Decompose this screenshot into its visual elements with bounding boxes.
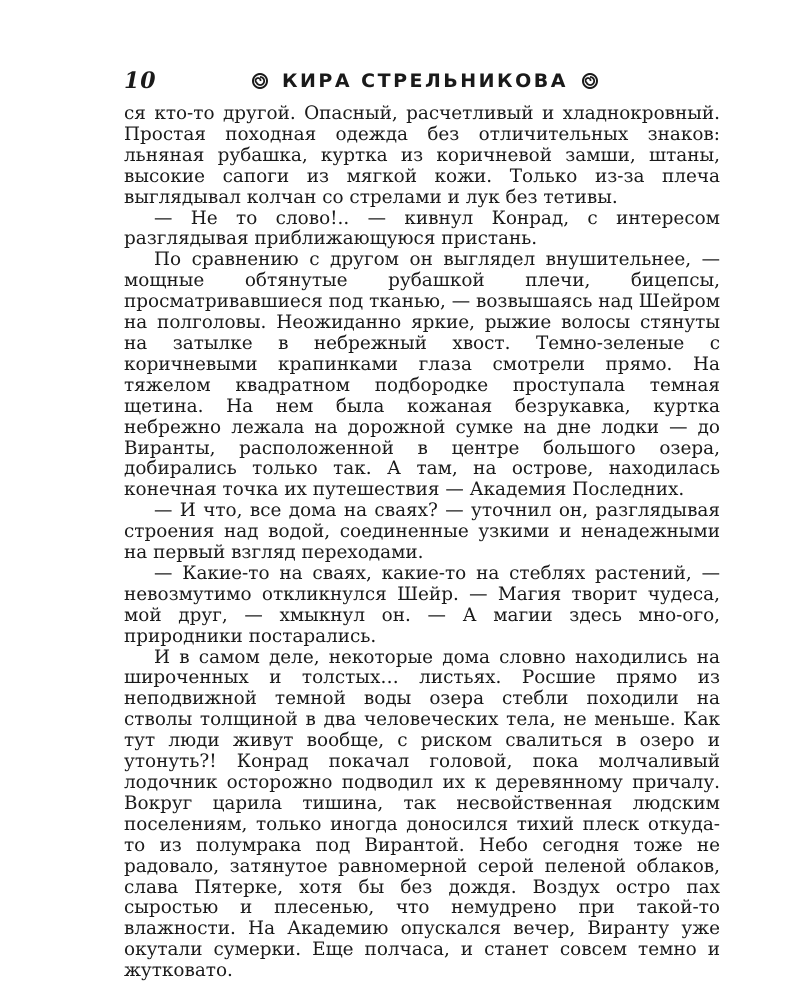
paragraph: И в самом деле, некоторые дома словно находились на широченных и толстых… листьях. Росшие прямо из неподвижной темной воды озера стебли походили на стволы толщиной в два человеческих тела, не меньше. Как тут люди живут вообще, с риском свалиться в озеро и утонуть?! Конрад покачал головой, пока молчаливый лодочник осторожно подводил их к деревянному причалу. Вокруг царила тишина, так несвойственная людским поселениям, только иногда доносился тихий плеск откуда-то из полумрака под Вирантой. Небо сегодня тоже не радовало, затянутое равномерной серой пеленой облаков, слава Пятерке, хотя бы без дождя. Воздух остро пах сыростью и плесенью, что немудрено при такой-то влажности. На Академию опускался вечер, Виранту уже окутали сумерки. Еще полчаса, и станет совсем темно и жутковато. <box>124 646 720 982</box>
body-text <box>124 104 720 982</box>
page-number: 10 <box>124 68 157 94</box>
paragraph: — Какие-то на сваях, какие-то на стеблях растений, — невозмутимо откликнулся Шейр. — Магия творит чудеса, мой друг, — хмыкнул он. — А магии здесь мно-ого, природники постарались. <box>124 562 720 647</box>
running-title: КИРА СТРЕЛЬНИКОВА <box>282 70 568 92</box>
paragraph: ся кто-то другой. Опасный, расчетливый и хладнокровный. Простая походная одежда без отличительных знаков: льняная рубашка, куртка из коричневой замши, штаны, высокие сапоги из мягкой кожи. Только из-за плеча выглядывал колчан со стрелами и лук без тетивы. <box>124 103 720 208</box>
page-header <box>124 64 724 98</box>
paragraph: По сравнению с другом он выглядел внушительнее, — мощные обтянутые рубашкой плечи, бицепсы, просматривавшиеся под тканью, — возвышаясь над Шейром на полголовы. Неожиданно яркие, рыжие волосы стянуты на затылке в небрежный хвост. Темно-зеленые с коричневыми крапинками глаза смотрели прямо. На тяжелом квадратном подбородке проступала темная щетина. На нем была кожаная безрукавка, куртка небрежно лежала на дорожной сумке на дне лодки — до Виранты, расположенной в центре большого озера, добирались только так. А там, на острове, находилась конечная точка их путешествия — Академия Последних. <box>124 249 720 501</box>
running-head <box>252 70 598 92</box>
paragraph: — Не то слово!.. — кивнул Конрад, с интересом разглядывая приближающуюся пристань. <box>124 207 720 250</box>
swirl-ornament-icon <box>252 73 268 89</box>
swirl-ornament-icon <box>582 73 598 89</box>
paragraph: — И что, все дома на сваях? — уточнил он, разглядывая строения над водой, соединенные узкими и ненадежными на первый взгляд переходами. <box>124 500 720 564</box>
